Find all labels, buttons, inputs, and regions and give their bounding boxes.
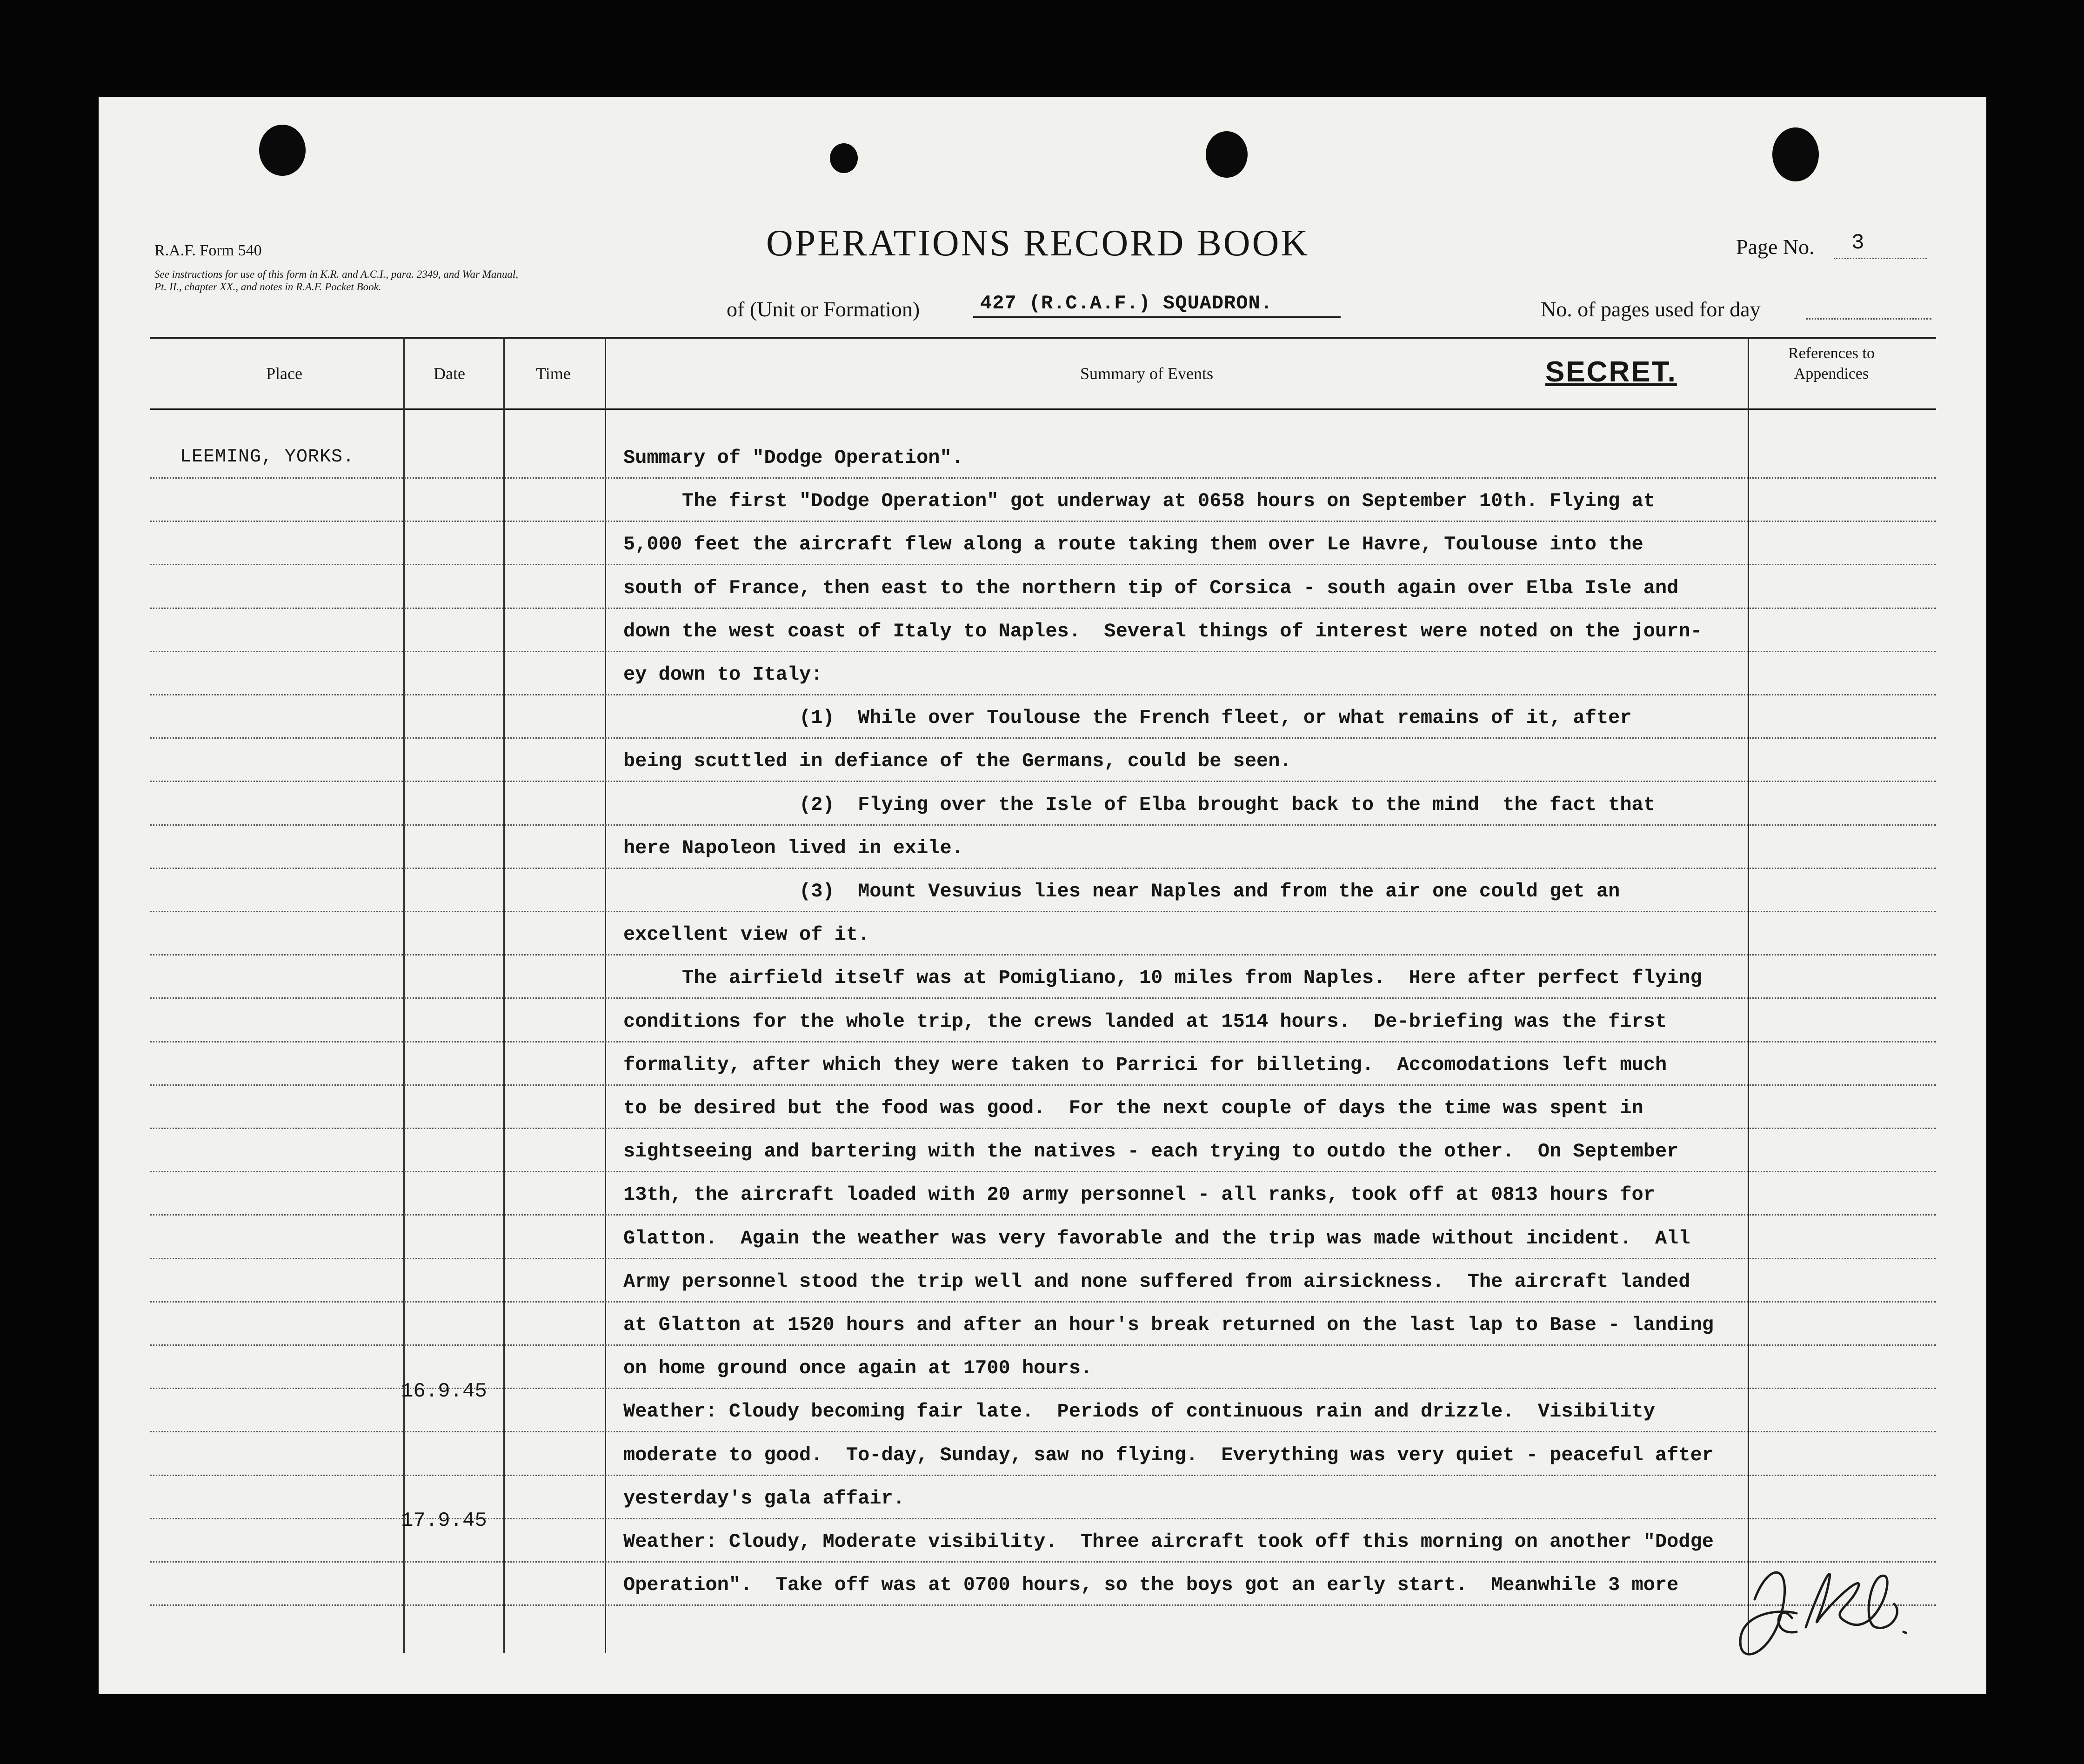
summary-line: being scuttled in defiance of the Germans, could be seen. bbox=[623, 750, 1292, 772]
ruled-row-line bbox=[150, 1258, 1936, 1259]
summary-line: Glatton. Again the weather was very favorable and the trip was made without incident. All bbox=[623, 1227, 1690, 1250]
ruled-row-line bbox=[150, 1431, 1936, 1432]
summary-line: sightseeing and bartering with the natives - each trying to outdo the other. On September bbox=[623, 1140, 1679, 1163]
unit-underline bbox=[973, 316, 1341, 318]
punch-hole-left bbox=[259, 125, 306, 176]
ruled-row-line bbox=[150, 1475, 1936, 1476]
date-entry-17-9-45: 17.9.45 bbox=[401, 1509, 487, 1532]
ruled-row-line bbox=[150, 1344, 1936, 1346]
column-divider-date bbox=[503, 337, 505, 1653]
column-header-date: Date bbox=[434, 364, 465, 383]
ruled-row-line bbox=[150, 781, 1936, 782]
ruled-row-line bbox=[150, 737, 1936, 739]
ruled-row-line bbox=[150, 1301, 1936, 1303]
summary-line: on home ground once again at 1700 hours. bbox=[623, 1357, 1093, 1379]
ruled-row-line bbox=[150, 477, 1936, 479]
punch-hole-center-right bbox=[1206, 131, 1248, 178]
summary-line: The first "Dodge Operation" got underway at 0658 hours on September 10th. Flying at bbox=[623, 490, 1655, 512]
summary-line: south of France, then east to the northern tip of Corsica - south again over Elba Isle and bbox=[623, 577, 1679, 599]
summary-line: 13th, the aircraft loaded with 20 army personnel - all ranks, took off at 0813 hours for bbox=[623, 1183, 1655, 1206]
pages-used-label: No. of pages used for day bbox=[1541, 297, 1761, 321]
page-number-value: 3 bbox=[1851, 231, 1864, 255]
table-header-rule bbox=[150, 408, 1936, 410]
summary-line: excellent view of it. bbox=[623, 923, 870, 946]
ruled-row-line bbox=[150, 521, 1936, 522]
column-header-place: Place bbox=[266, 364, 302, 383]
ruled-row-line bbox=[150, 1604, 1936, 1606]
summary-line: ey down to Italy: bbox=[623, 663, 823, 686]
ruled-row-line bbox=[150, 1171, 1936, 1172]
form-instructions: See instructions for use of this form in K.R. and A.C.I., para. 2349, and War Manual, Pt. II., chapter XX., and notes in R.A.F. Pocket Book. bbox=[154, 268, 519, 293]
column-divider-summary bbox=[1748, 337, 1749, 1653]
ruled-row-line bbox=[150, 1041, 1936, 1042]
ruled-row-line bbox=[150, 564, 1936, 565]
page-number-underline bbox=[1834, 258, 1927, 259]
summary-line: (2) Flying over the Isle of Elba brought back to the mind the fact that bbox=[623, 794, 1655, 816]
record-page bbox=[99, 97, 1986, 1694]
ruled-row-line bbox=[150, 824, 1936, 826]
ruled-row-line bbox=[150, 1128, 1936, 1129]
page-number-label: Page No. bbox=[1736, 235, 1815, 259]
summary-line: (3) Mount Vesuvius lies near Naples and from the air one could get an bbox=[623, 880, 1620, 902]
signature-initials bbox=[1727, 1544, 1922, 1683]
table-top-rule bbox=[150, 337, 1936, 339]
summary-line: here Napoleon lived in exile. bbox=[623, 837, 963, 859]
column-divider-place bbox=[403, 337, 405, 1653]
place-value: LEEMING, YORKS. bbox=[180, 447, 355, 468]
summary-line: Weather: Cloudy, Moderate visibility. Three aircraft took off this morning on another "Dodge bbox=[623, 1530, 1714, 1553]
ruled-row-line bbox=[150, 1561, 1936, 1563]
ruled-row-line bbox=[150, 868, 1936, 869]
unit-label: of (Unit or Formation) bbox=[727, 297, 920, 321]
ruled-row-line bbox=[150, 997, 1936, 999]
summary-line: yesterday's gala affair. bbox=[623, 1487, 905, 1510]
ruled-row-line bbox=[150, 1214, 1936, 1216]
page-title: OPERATIONS RECORD BOOK bbox=[766, 223, 1310, 264]
ruled-row-line bbox=[150, 608, 1936, 609]
summary-line: down the west coast of Italy to Naples. Several things of interest were noted on the journ- bbox=[623, 620, 1702, 642]
column-header-references: References to Appendices bbox=[1788, 345, 1875, 382]
summary-line: Summary of "Dodge Operation". bbox=[623, 447, 963, 469]
summary-line: to be desired but the food was good. For the next couple of days the time was spent in bbox=[623, 1097, 1643, 1119]
secret-stamp: SECRET. bbox=[1545, 356, 1677, 388]
summary-line: (1) While over Toulouse the French fleet, or what remains of it, after bbox=[623, 707, 1632, 729]
unit-value: 427 (R.C.A.F.) SQUADRON. bbox=[980, 292, 1273, 314]
summary-line: moderate to good. To-day, Sunday, saw no flying. Everything was very quiet - peaceful after bbox=[623, 1444, 1714, 1466]
column-divider-time bbox=[605, 337, 606, 1653]
summary-line: conditions for the whole trip, the crews landed at 1514 hours. De-briefing was the first bbox=[623, 1010, 1667, 1033]
punch-hole-center-left bbox=[830, 143, 858, 173]
summary-line: 5,000 feet the aircraft flew along a route taking them over Le Havre, Toulouse into the bbox=[623, 533, 1643, 555]
pages-used-underline bbox=[1806, 318, 1931, 320]
ruled-row-line bbox=[150, 694, 1936, 695]
column-header-summary: Summary of Events bbox=[1080, 364, 1213, 383]
ruled-row-line bbox=[150, 651, 1936, 652]
ruled-row-line bbox=[150, 954, 1936, 956]
summary-line: at Glatton at 1520 hours and after an hour's break returned on the last lap to Base - landing bbox=[623, 1314, 1714, 1336]
date-entry-16-9-45: 16.9.45 bbox=[401, 1380, 487, 1403]
column-header-time: Time bbox=[536, 364, 571, 383]
form-name: R.A.F. Form 540 bbox=[154, 242, 262, 259]
punch-hole-right bbox=[1772, 127, 1819, 181]
summary-line: Operation". Take off was at 0700 hours, so the boys got an early start. Meanwhile 3 more bbox=[623, 1574, 1679, 1596]
ruled-row-line bbox=[150, 1084, 1936, 1086]
summary-line: formality, after which they were taken to Parrici for billeting. Accomodations left much bbox=[623, 1054, 1667, 1076]
summary-line: Army personnel stood the trip well and none suffered from airsickness. The aircraft landed bbox=[623, 1270, 1690, 1293]
summary-line: Weather: Cloudy becoming fair late. Periods of continuous rain and drizzle. Visibility bbox=[623, 1400, 1655, 1423]
summary-line: The airfield itself was at Pomigliano, 10 miles from Naples. Here after perfect flying bbox=[623, 967, 1702, 989]
ruled-row-line bbox=[150, 911, 1936, 912]
